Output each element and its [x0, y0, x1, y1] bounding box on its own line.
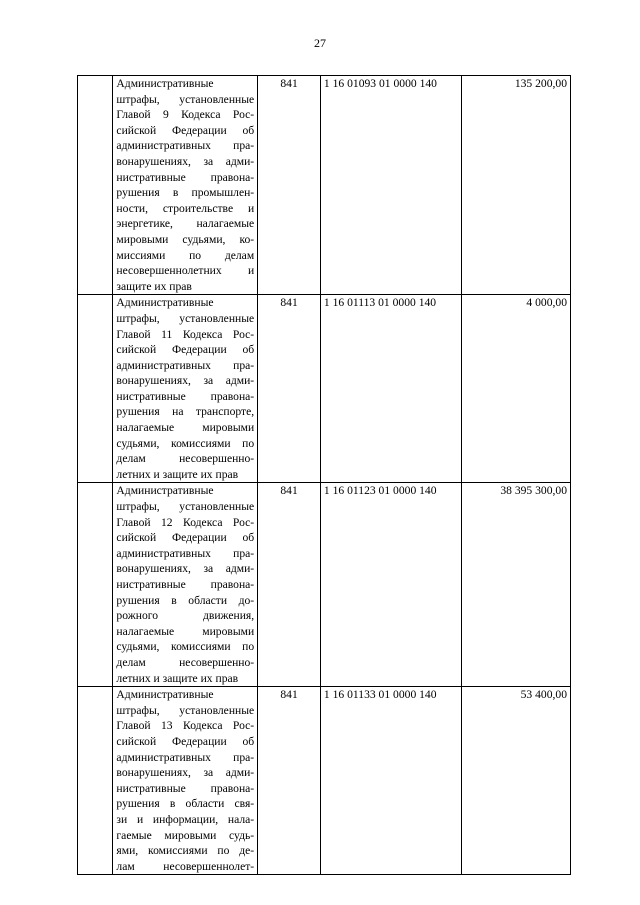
- revenue-name-line: вонарушениях, за адми-: [116, 374, 255, 388]
- revenue-name-line: летних и защите их прав: [116, 467, 239, 481]
- revenue-name-line: вонарушениях, за адми-: [116, 562, 255, 576]
- revenue-name-line: нистративные правона-: [116, 781, 255, 795]
- revenue-name-line: штрафы, установленные: [116, 500, 255, 514]
- revenue-name-line: гаемые мировыми судь-: [116, 828, 255, 842]
- revenue-name-line: штрафы, установленные: [116, 92, 255, 106]
- revenue-name-line: Главой 13 Кодекса Рос-: [116, 719, 255, 733]
- revenue-name-line: нистративные правона-: [116, 578, 255, 591]
- revenue-name-line: нистративные правона-: [116, 389, 255, 403]
- revenue-name-line: сийской Федерации об: [116, 734, 255, 748]
- revenue-name-line: лам несовершеннолет-: [116, 859, 255, 873]
- revenue-name-line: Административные: [116, 688, 214, 702]
- table-row: [78, 687, 571, 875]
- revenue-name-cell: [113, 687, 258, 875]
- revenue-name-line: вонарушениях, за адми-: [116, 766, 255, 780]
- revenue-name-cell: [113, 483, 258, 687]
- revenue-name-line: несовершеннолетних и: [116, 264, 255, 278]
- revenue-name-line: административных пра-: [116, 358, 255, 372]
- revenue-name-line: делам несовершенно-: [116, 655, 255, 669]
- amount-cell: 53 400,00: [461, 687, 570, 875]
- revenue-name-line: сийской Федерации об: [116, 531, 255, 545]
- revenue-name-line: сийской Федерации об: [116, 123, 255, 137]
- revenue-name-line: рушения в промышлен-: [116, 186, 255, 200]
- revenue-name-line: налагаемые мировыми: [116, 421, 255, 435]
- budget-code-cell: 1 16 01113 01 0000 140: [320, 295, 461, 483]
- revenue-name-line: административных пра-: [116, 546, 255, 560]
- budget-code-cell: 1 16 01123 01 0000 140: [320, 483, 461, 687]
- revenue-table: [77, 75, 571, 875]
- revenue-name-line: штрафы, установленные: [116, 703, 255, 717]
- revenue-name-cell: [113, 76, 258, 295]
- row-index-cell: [78, 295, 113, 483]
- admin-code-cell: 841: [258, 687, 321, 875]
- revenue-name-line: защите их прав: [116, 279, 192, 293]
- revenue-name-line: летних и защите их прав: [116, 671, 239, 685]
- row-index-cell: [78, 687, 113, 875]
- revenue-name-line: энергетике, налагаемые: [116, 217, 255, 231]
- table-row: [78, 483, 571, 687]
- admin-code-cell: 841: [258, 76, 321, 295]
- revenue-name-line: миссиями по делам: [116, 248, 255, 262]
- revenue-name-line: налагаемые мировыми: [116, 624, 255, 638]
- revenue-name-line: Административные: [116, 484, 214, 498]
- revenue-name-line: административных пра-: [116, 139, 255, 153]
- budget-code-cell: 1 16 01133 01 0000 140: [320, 687, 461, 875]
- revenue-name-line: вонарушениях, за адми-: [116, 154, 255, 168]
- revenue-name-cell: [113, 295, 258, 483]
- revenue-name-line: нистративные правона-: [116, 170, 255, 184]
- revenue-name-line: административных пра-: [116, 750, 255, 764]
- revenue-name-line: ности, строительстве и: [116, 201, 255, 215]
- revenue-name-line: рожного движения,: [116, 609, 255, 623]
- row-index-cell: [78, 483, 113, 687]
- revenue-name-line: делам несовершенно-: [116, 452, 255, 466]
- revenue-name-line: Административные: [116, 296, 214, 310]
- table-row: [78, 76, 571, 295]
- page-number: 27: [314, 36, 326, 50]
- admin-code-cell: 841: [258, 483, 321, 687]
- table-body: [78, 76, 571, 875]
- revenue-name-line: рушения в области свя-: [116, 797, 255, 811]
- amount-cell: 4 000,00: [461, 295, 570, 483]
- revenue-name-line: мировыми судьями, ко-: [116, 232, 255, 246]
- revenue-name-line: штрафы, установленные: [116, 311, 255, 325]
- amount-cell: 38 395 300,00: [461, 483, 570, 687]
- amount-cell: 135 200,00: [461, 76, 570, 295]
- revenue-name-line: ями, комиссиями по де-: [116, 844, 255, 858]
- budget-code-cell: 1 16 01093 01 0000 140: [320, 76, 461, 295]
- revenue-name-line: рушения на транспорте,: [116, 405, 255, 419]
- admin-code-cell: 841: [258, 295, 321, 483]
- revenue-name-line: Административные: [116, 77, 214, 90]
- revenue-name-line: рушения в области до-: [116, 593, 255, 607]
- revenue-name-line: зи и информации, нала-: [116, 812, 255, 826]
- revenue-name-line: Главой 9 Кодекса Рос-: [116, 108, 255, 122]
- revenue-name-line: судьями, комиссиями по: [116, 436, 255, 450]
- revenue-name-line: сийской Федерации об: [116, 343, 255, 357]
- revenue-name-line: Главой 12 Кодекса Рос-: [116, 515, 255, 529]
- revenue-name-line: судьями, комиссиями по: [116, 640, 255, 654]
- row-index-cell: [78, 76, 113, 295]
- table-row: [78, 295, 571, 483]
- revenue-name-line: Главой 11 Кодекса Рос-: [116, 327, 255, 341]
